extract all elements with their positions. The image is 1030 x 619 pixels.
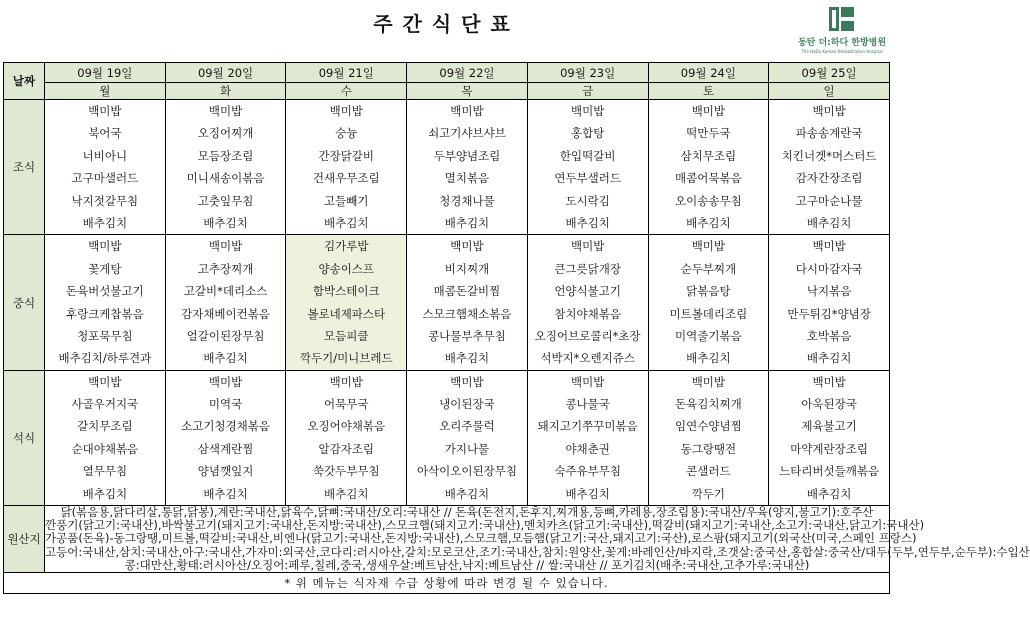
menu-item: 돈육김치찌개 <box>675 397 742 412</box>
day-weekday-6: 일 <box>769 83 890 100</box>
menu-item: 냉이된장국 <box>439 397 495 412</box>
menu-item: 깍두기 <box>691 486 726 501</box>
menu-item: 고추장찌개 <box>197 261 254 276</box>
menu-item: 호박볶음 <box>806 328 852 343</box>
menu-item: 배추김치 <box>565 215 610 230</box>
menu-item: 치킨너겟*머스터드 <box>781 148 877 163</box>
menu-item: 오징어야채볶음 <box>307 419 386 434</box>
day-weekday-5: 토 <box>648 83 769 100</box>
date-header-row <box>4 63 890 83</box>
menu-item: 오리주물럭 <box>439 419 495 434</box>
dinner-label: 석식 <box>4 370 45 505</box>
origin-info <box>45 505 1030 573</box>
origin-line: 닭(볶음용,닭다리살,통닭,닭봉),계란:국내산,닭육수,닭뼈:국내산/오리:국내산 // 돈육(돈전지,돈후지,찌개용,등뼈,카레용,장조림용):국내산/우육(양지,불고기):호주산 <box>60 505 874 520</box>
menu-item: 백미밥 <box>450 374 484 389</box>
menu-item: 백미밥 <box>208 374 243 389</box>
menu-item: 후랑크케찹볶음 <box>65 306 144 321</box>
menu-item: 만두튀김*양념장 <box>787 306 871 321</box>
menu-item: 닭볶음탕 <box>686 284 731 299</box>
menu-item: 알감자조림 <box>318 441 375 456</box>
lunch-cell-6 <box>769 235 890 370</box>
weekday-header-row <box>4 83 890 100</box>
menu-item: 고갈비*데리소스 <box>183 284 268 299</box>
menu-item: 아욱된장국 <box>801 397 857 412</box>
menu-item: 함박스테이크 <box>312 284 380 299</box>
menu-item: 열무무침 <box>82 464 128 479</box>
menu-item: 도시락김 <box>565 193 610 208</box>
lunch-cell-4 <box>527 235 648 370</box>
menu-item: 매콤돈갈비찜 <box>433 284 501 299</box>
menu-item: 파송송계란국 <box>795 126 863 141</box>
lunch-cell-1 <box>165 235 286 370</box>
menu-item: 배추김치 <box>82 486 128 501</box>
menu-item: 백미밥 <box>88 374 122 389</box>
menu-item: 배추김치 <box>444 351 490 366</box>
menu-item: 어묵무국 <box>324 397 369 412</box>
menu-item: 양송이스프 <box>318 261 375 276</box>
menu-item: 오징어찌개 <box>197 126 254 141</box>
origin-line: 고등어:국내산,삼치:국내산,아구:국내산,가자미:외국산,코다리:러시아산,갈치:모로코산,조기:국내산,참치:원양산,꽃게:바레인산/바지락,조갯살:중국산,홍합살:중국산/대두(두부,연두부,순두부):수입산 <box>45 544 1030 559</box>
menu-item: 백미밥 <box>88 239 122 254</box>
menu-item: 참치야채볶음 <box>554 306 621 321</box>
menu-item: 돼지고기쭈꾸미볶음 <box>537 419 638 434</box>
menu-item: 배추김치/하루견과 <box>58 351 152 366</box>
menu-item: 쇠고기샤브샤브 <box>428 126 506 141</box>
menu-item: 백미밥 <box>208 239 243 254</box>
menu-item: 너비아니 <box>82 148 128 163</box>
weekly-menu-table <box>3 62 1030 594</box>
menu-item: 고구마순나물 <box>795 193 863 208</box>
menu-item: 오징어브로콜리*초장 <box>534 328 641 343</box>
menu-item: 백미밥 <box>691 239 726 254</box>
menu-item: 배추김치 <box>444 486 490 501</box>
day-date-0: 09월 19일 <box>45 63 166 83</box>
menu-item: 미트볼데리조림 <box>669 306 748 321</box>
menu-item: 백미밥 <box>450 104 484 118</box>
menu-item: 비지찌개 <box>444 261 490 276</box>
menu-item: 배추김치 <box>686 215 731 230</box>
breakfast-cell-6 <box>769 100 890 235</box>
menu-item: 사골우거지국 <box>71 397 139 412</box>
breakfast-cell-1 <box>165 100 286 235</box>
breakfast-cell-3 <box>407 100 528 235</box>
origin-line: 가공품(돈육)-동그랑땡,미트볼,떡갈비:국내산,비엔나(닭고기:국내산,돈지방:국내산),스모크햄,모듬햄(닭고기:국산,돼지고기:국산),로스팜(돼지고기(외국산(미국,스페인 프랑스) <box>45 531 917 546</box>
hospital-logo-icon <box>828 6 856 32</box>
menu-item: 꽃게탕 <box>88 261 122 276</box>
menu-item: 고춧잎무침 <box>197 193 254 208</box>
menu-item: 감자채베이컨볶음 <box>181 306 270 321</box>
menu-item: 순대야채볶음 <box>71 441 139 456</box>
menu-item: 미역국 <box>208 397 243 412</box>
menu-item: 모듬피클 <box>324 328 369 343</box>
menu-item: 북어국 <box>88 126 122 141</box>
date-label: 날짜 <box>4 63 45 100</box>
day-weekday-0: 월 <box>45 83 166 100</box>
menu-item: 돈육버섯불고기 <box>65 284 144 299</box>
dinner-cell-6 <box>769 370 890 505</box>
menu-item: 배추김치 <box>686 351 731 366</box>
menu-item: 낙지볶음 <box>806 284 852 299</box>
menu-item: 소고기청경채볶음 <box>181 419 270 434</box>
menu-item: 두부양념조림 <box>433 148 501 163</box>
menu-item: 야채춘권 <box>565 441 610 456</box>
menu-item: 콩나물부추무침 <box>428 328 506 343</box>
menu-item: 제육불고기 <box>801 419 857 434</box>
dinner-cell-2 <box>286 370 407 505</box>
breakfast-cell-5 <box>648 100 769 235</box>
menu-item: 홍합탕 <box>571 126 605 141</box>
breakfast-cell-4 <box>527 100 648 235</box>
dinner-cell-5 <box>648 370 769 505</box>
lunch-cell-5 <box>648 235 769 370</box>
notice-row <box>4 573 890 594</box>
menu-item: 임연수양념찜 <box>675 419 742 434</box>
lunch-cell-0 <box>45 235 166 370</box>
menu-item: 갈치무조림 <box>77 419 133 434</box>
menu-item: 삼색계란찜 <box>197 441 254 456</box>
day-date-1: 09월 20일 <box>165 63 286 83</box>
menu-change-notice: * 위 메뉴는 식자재 수급 상황에 따라 변경 될 수 있습니다. <box>4 573 890 594</box>
menu-item: 느타리버섯들깨볶음 <box>779 464 880 479</box>
menu-item: 건새우무조림 <box>312 171 380 186</box>
origin-row <box>4 506 890 573</box>
menu-item: 쑥갓두부무침 <box>312 464 380 479</box>
menu-item: 백미밥 <box>88 104 122 118</box>
menu-item: 동그랑땡전 <box>680 441 737 456</box>
lunch-cell-2 <box>286 235 407 370</box>
dinner-cell-1 <box>165 370 286 505</box>
menu-item: 콩나물국 <box>565 397 610 412</box>
menu-item: 백미밥 <box>450 239 484 254</box>
lunch-row <box>4 235 890 370</box>
menu-item: 배추김치 <box>203 486 248 501</box>
menu-item: 삼치무조림 <box>680 148 737 163</box>
menu-item: 배추김치 <box>565 486 610 501</box>
menu-item: 떡만두국 <box>686 126 731 141</box>
menu-item: 미니새송이볶음 <box>186 171 265 186</box>
menu-item: 배추김치 <box>444 215 490 230</box>
day-weekday-1: 화 <box>165 83 286 100</box>
menu-item: 김가루밥 <box>324 239 369 254</box>
menu-item: 백미밥 <box>571 239 605 254</box>
breakfast-cell-0 <box>45 100 166 235</box>
menu-item: 스모크햄채소볶음 <box>422 306 512 321</box>
menu-item: 배추김치 <box>806 486 852 501</box>
menu-item: 양념깻잎지 <box>197 464 254 479</box>
menu-item: 마약계란장조림 <box>790 441 868 456</box>
menu-item: 언양식불고기 <box>554 284 621 299</box>
menu-item: 다시마감자국 <box>795 261 863 276</box>
menu-item: 백미밥 <box>329 104 363 118</box>
menu-item: 오이송송무침 <box>675 193 742 208</box>
origin-line: 콩:대만산,황태:러시아산/오징어:페루,칠레,중국,생새우살:베트남산,낙지:베트남산 // 쌀:국내산 // 포기김치(배추:국내산,고추가루:국내산) <box>124 557 810 572</box>
menu-item: 백미밥 <box>691 104 726 118</box>
menu-item: 숙주유부무침 <box>554 464 621 479</box>
menu-item: 배추김치 <box>324 215 369 230</box>
menu-item: 백미밥 <box>812 374 846 389</box>
menu-item: 미역줄기볶음 <box>675 328 742 343</box>
menu-item: 고구마샐러드 <box>71 171 139 186</box>
menu-item: 고들빼기 <box>324 193 369 208</box>
menu-item: 가지나물 <box>444 441 490 456</box>
day-date-3: 09월 22일 <box>407 63 528 83</box>
menu-item: 얼갈이된장무침 <box>186 328 265 343</box>
day-date-6: 09월 25일 <box>769 63 890 83</box>
dinner-cell-0 <box>45 370 166 505</box>
hospital-name: 동탄 더:하다 한방병원 <box>797 38 887 48</box>
hospital-name-english: The HaDa Korean Rehabilitation Hospital <box>801 49 883 54</box>
menu-item: 백미밥 <box>812 104 846 118</box>
menu-item: 청경채나물 <box>439 193 495 208</box>
day-weekday-3: 목 <box>407 83 528 100</box>
day-date-4: 09월 23일 <box>527 63 648 83</box>
menu-item: 아삭이오이된장무침 <box>416 464 517 479</box>
dinner-cell-4 <box>527 370 648 505</box>
menu-item: 숭늉 <box>335 126 358 141</box>
menu-item: 콘샐러드 <box>686 464 731 479</box>
day-date-5: 09월 24일 <box>648 63 769 83</box>
lunch-cell-3 <box>407 235 528 370</box>
menu-item: 배추김치 <box>82 215 128 230</box>
dinner-row <box>4 370 890 505</box>
menu-item: 한입떡갈비 <box>559 148 616 163</box>
origin-line: 깐풍기(닭고기:국내산),바싹불고기(돼지고기:국내산,돈지방:국내산),스모크햄(돼지고기:국내산),멘치카츠(닭고기:국내산),떡갈비(돼지고기:국내산,소고기:국내산,닭고기:국내산) <box>45 518 925 533</box>
breakfast-cell-2 <box>286 100 407 235</box>
menu-item: 매콤어묵볶음 <box>675 171 742 186</box>
menu-item: 간장닭갈비 <box>318 148 375 163</box>
menu-item: 배추김치 <box>324 486 369 501</box>
origin-label: 원산지 <box>4 506 45 573</box>
menu-item: 백미밥 <box>208 104 243 118</box>
menu-item: 볼로네제파스타 <box>307 306 386 321</box>
menu-item: 멸치볶음 <box>444 171 490 186</box>
menu-item: 석박지*오렌지쥬스 <box>540 351 635 366</box>
menu-item: 연두부샐러드 <box>554 171 621 186</box>
page-title: 주간식단표 <box>373 12 520 36</box>
menu-item: 백미밥 <box>812 239 846 254</box>
menu-item: 깍두기/미니브레드 <box>299 351 393 366</box>
menu-item: 감자간장조림 <box>795 171 863 186</box>
lunch-label: 중식 <box>4 235 45 370</box>
menu-item: 청포묵무침 <box>77 328 133 343</box>
menu-item: 큰그릇닭개장 <box>554 261 621 276</box>
breakfast-row <box>4 100 890 235</box>
menu-item: 백미밥 <box>329 374 363 389</box>
day-weekday-2: 수 <box>286 83 407 100</box>
day-date-2: 09월 21일 <box>286 63 407 83</box>
menu-item: 배추김치 <box>203 351 248 366</box>
menu-item: 배추김치 <box>203 215 248 230</box>
menu-item: 배추김치 <box>806 215 852 230</box>
day-weekday-4: 금 <box>527 83 648 100</box>
menu-item: 순두부찌개 <box>680 261 737 276</box>
hospital-logo <box>796 6 888 54</box>
menu-item: 낙지젓갈무침 <box>71 193 139 208</box>
menu-item: 백미밥 <box>691 374 726 389</box>
menu-item: 백미밥 <box>571 104 605 118</box>
menu-item: 모듬장조림 <box>197 148 254 163</box>
dinner-cell-3 <box>407 370 528 505</box>
menu-item: 배추김치 <box>806 351 852 366</box>
menu-item: 백미밥 <box>571 374 605 389</box>
breakfast-label: 조식 <box>4 100 45 235</box>
